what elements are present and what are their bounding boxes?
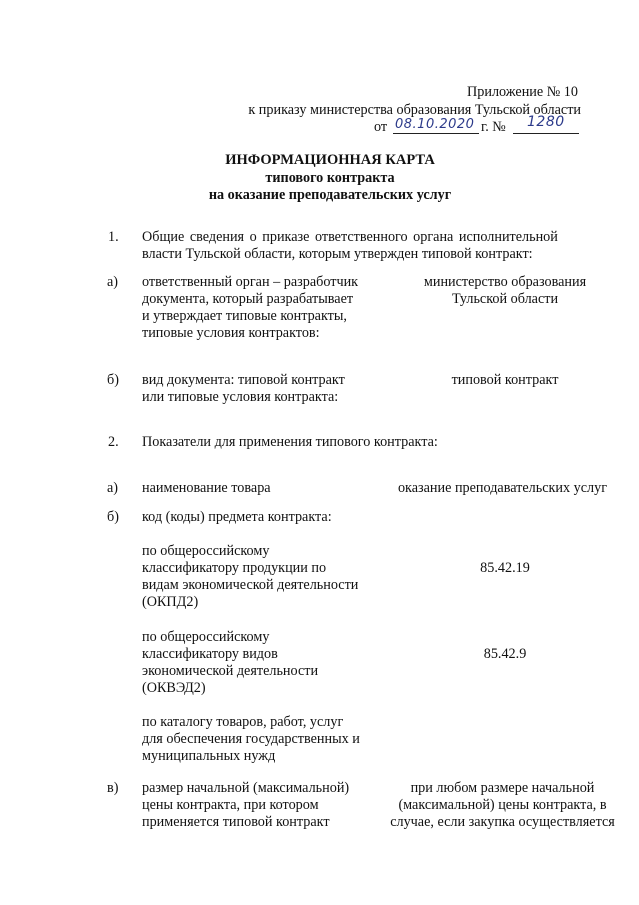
item-1a-label-line3: и утверждает типовые контракты, [142,308,347,324]
catalog-label-line2: для обеспечения государственных и [142,731,360,747]
item-2a-value: оказание преподавательских услуг [397,480,608,496]
okved-label-line3: экономической деятельности [142,663,319,679]
section-1-number: 1. [108,229,119,245]
item-1b-value: типовой контракт [451,372,559,388]
order-reference: к приказу министерства образования Тульской области [248,102,581,118]
okpd-label-line3: видам экономической деятельности [142,577,359,593]
item-2a-label: наименование товара [142,480,271,496]
item-1b-label-line1: вид документа: типовой контракт [142,372,345,388]
handwritten-date: 08.10.2020 [395,117,475,132]
okpd-code: 85.42.19 [480,560,530,576]
appendix-number: Приложение № 10 [467,84,578,100]
section-2-text: Показатели для применения типового контракта: [142,434,438,450]
item-2c-marker: в) [107,780,119,796]
okpd-label-line4: (ОКПД2) [142,594,199,610]
item-1a-value-line2: Тульской области [451,291,559,307]
document-title: ИНФОРМАЦИОННАЯ КАРТА [225,152,435,168]
item-1b-marker: б) [107,372,119,388]
date-label: от [374,119,388,135]
item-2c-value-line1: при любом размере начальной [410,780,595,796]
item-2c-label-line2: цены контракта, при котором [142,797,319,813]
okved-code: 85.42.9 [483,646,527,662]
number-underline [513,133,579,134]
handwritten-number: 1280 [527,114,565,130]
okved-label-line2: классификатору видов [142,646,278,662]
item-1a-value-line1: министерство образования [423,274,587,290]
section-1-text-line1: Общие сведения о приказе ответственного органа исполнительной [142,229,558,245]
item-2c-value-line2: (максимальной) цены контракта, в [398,797,607,813]
item-1a-label-line2: документа, который разрабатывает [142,291,354,307]
item-1a-label-line1: ответственный орган – разработчик [142,274,359,290]
item-1b-label-line2: или типовые условия контракта: [142,389,339,405]
okved-label-line4: (ОКВЭД2) [142,680,206,696]
catalog-label-line3: муниципальных нужд [142,748,276,764]
okpd-label-line1: по общероссийскому [142,543,270,559]
okpd-label-line2: классификатору продукции по [142,560,327,576]
okved-label-line1: по общероссийскому [142,629,270,645]
catalog-label-line1: по каталогу товаров, работ, услуг [142,714,344,730]
item-2a-marker: а) [107,480,119,496]
item-2c-label-line3: применяется типовой контракт [142,814,330,830]
item-2c-value-line3: случае, если закупка осуществляется [390,814,615,830]
item-2c-label-line1: размер начальной (максимальной) [142,780,350,796]
item-1a-label-line4: типовые условия контрактов: [142,325,320,341]
item-2b-marker: б) [107,509,119,525]
item-2b-label: код (коды) предмета контракта: [142,509,332,525]
item-1a-marker: а) [107,274,119,290]
section-1-text-line2: власти Тульской области, которым утвержден типовой контракт: [142,246,533,262]
title-subtitle: типового контракта [265,170,395,186]
date-underline [393,133,479,134]
section-2-number: 2. [108,434,119,450]
number-label: г. № [481,119,506,135]
title-subject: на оказание преподавательских услуг [208,187,452,203]
